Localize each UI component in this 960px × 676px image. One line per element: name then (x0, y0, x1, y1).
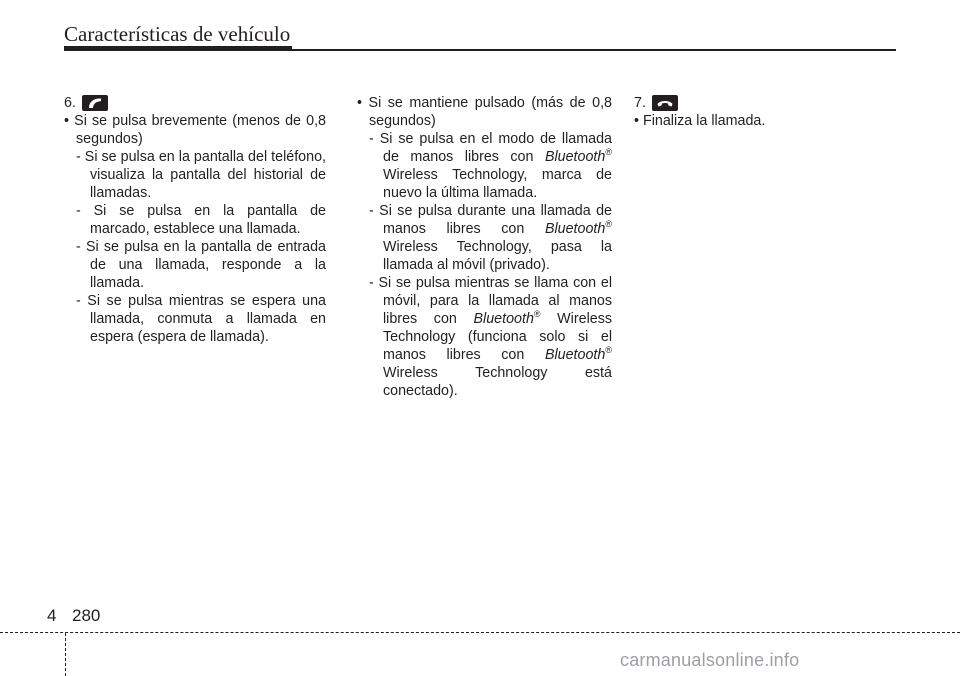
header-rule-accent (64, 46, 292, 51)
column-left (64, 94, 326, 346)
phone-call-icon (82, 95, 108, 111)
bullet-short-press: • Si se pulsa brevemente (menos de 0,8 segundos) (64, 113, 326, 147)
list-item: - Si se pulsa en la pantalla del teléfono, visualiza la pantalla del historial de llamadas. (76, 149, 326, 201)
page-section-title: Características de vehículo (64, 22, 291, 46)
item-number: 7. (634, 95, 646, 111)
bullet-long-press: • Si se mantiene pulsado (más de 0,8 segundos) (357, 95, 612, 129)
column-right (634, 94, 896, 130)
list-item: - Si se pulsa en el modo de llamada de manos libres con Bluetooth® Wireless Technology, marca de nuevo la última llamada. (369, 131, 612, 201)
footer-dashed-divider (65, 633, 66, 676)
list-item: - Si se pulsa mientras se espera una llamada, conmuta a llamada en espera (espera de llamada). (76, 293, 326, 345)
item-number: 6. (64, 95, 76, 111)
watermark: carmanualsonline.info (620, 650, 800, 670)
column-middle (357, 94, 612, 400)
footer-dashed-rule (0, 632, 960, 633)
item-7-heading (634, 94, 896, 112)
list-item: - Si se pulsa mientras se llama con el móvil, para la llamada al manos libres con Bluetooth® Wireless Technology (funciona solo si el manos libres con Bluetooth® Wireless Technology está conectado). (369, 275, 612, 399)
bullet-end-call: • Finaliza la llamada. (634, 113, 766, 129)
item-6-heading (64, 94, 326, 112)
list-item: - Si se pulsa durante una llamada de manos libres con Bluetooth® Wireless Technology, pasa la llamada al móvil (privado). (369, 203, 612, 273)
page-number: 280 (72, 606, 101, 625)
chapter-number: 4 (47, 606, 57, 625)
list-item: - Si se pulsa en la pantalla de entrada de una llamada, responde a la llamada. (76, 239, 326, 291)
list-item: - Si se pulsa en la pantalla de marcado, establece una llamada. (76, 203, 326, 237)
phone-hangup-icon (652, 95, 678, 111)
